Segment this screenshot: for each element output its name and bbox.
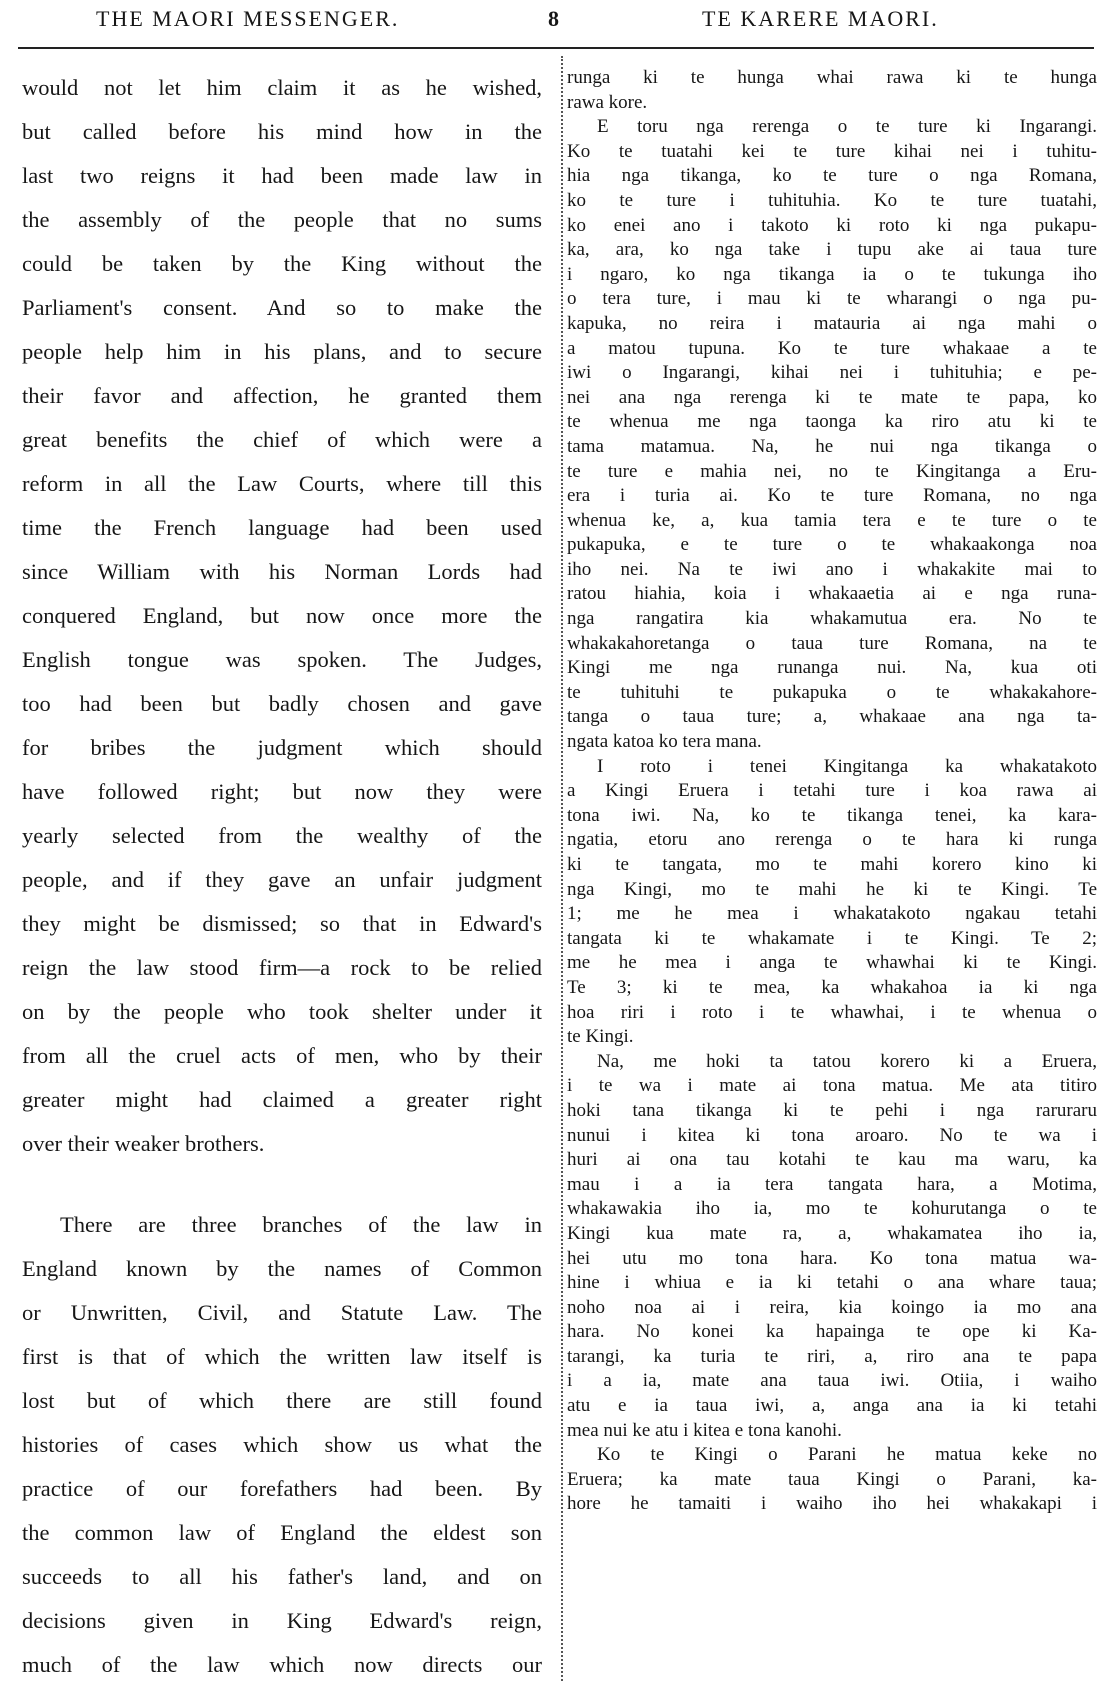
text-line: whenua ke, a, kua tamia tera e te ture o te <box>567 509 1097 531</box>
text-line: ko te ture i tuhituhia. Ko te ture tuatahi, <box>567 189 1097 211</box>
text-line: would not let him claim it as he wished, <box>22 75 542 100</box>
text-line: people help him in his plans, and to secure <box>22 339 542 364</box>
text-line: nunui i kitea ki tona aroaro. No te wa i <box>567 1124 1097 1146</box>
text-line: people, and if they gave an unfair judgment <box>22 867 542 892</box>
text-line: There are three branches of the law in <box>60 1212 542 1237</box>
text-line: ko enei ano i takoto ki roto ki nga pukapu- <box>567 214 1097 236</box>
text-line: Kingi me nga runanga nui. Na, kua oti <box>567 657 1097 679</box>
paragraph <box>567 1443 1097 1517</box>
text-line: runga ki te hunga whai rawa ki te hunga <box>567 67 1097 88</box>
text-line: succeeds to all his father's land, and on <box>22 1564 542 1589</box>
text-line: tona iwi. Na, ko te tikanga tenei, ka kara- <box>567 804 1097 826</box>
text-line: hei utu mo tona hara. Ko tona matua wa- <box>567 1247 1097 1269</box>
text-line: Na, me hoki ta tatou korero ki a Eruera, <box>597 1050 1097 1072</box>
text-line: whakakahoretanga o taua ture Romana, na te <box>567 632 1097 654</box>
text-line: could be taken by the King without the <box>22 251 542 276</box>
text-line: te ture e mahia nei, no te Kingitanga a Eru- <box>567 460 1097 482</box>
text-line: ngata katoa ko tera mana. <box>567 731 762 753</box>
text-line: E toru nga rerenga o te ture ki Ingarangi. <box>597 116 1097 138</box>
text-line: the common law of England the eldest son <box>22 1520 542 1545</box>
text-line: hoa riri i roto i te whawhai, i te whenua o <box>567 1001 1097 1023</box>
paragraph <box>22 66 542 1166</box>
text-line: me he mea i anga te whawhai ki te Kingi. <box>567 952 1097 974</box>
text-line: i te wa i mate ai tona matua. Me ata titiro <box>567 1075 1097 1097</box>
text-line: kapuka, no reira i matauria ai nga mahi o <box>567 312 1097 334</box>
text-line: te whenua me nga taonga ka riro atu ki te <box>567 411 1097 433</box>
text-line: English tongue was spoken. The Judges, <box>22 647 542 672</box>
text-line: whakawakia iho ia, mo te kohurutanga o te <box>567 1198 1097 1220</box>
text-line: ngatia, etoru ano rerenga o te hara ki runga <box>567 829 1097 851</box>
text-line: the assembly of the people that no sums <box>22 207 542 232</box>
paragraph <box>567 755 1097 1050</box>
text-line: reform in all the Law Courts, where till this <box>22 471 542 496</box>
text-line: their favor and affection, he granted them <box>22 383 542 408</box>
text-line: a matou tupuna. Ko te ture whakaae a te <box>567 337 1097 359</box>
text-line: nei ana nga rerenga ki te mate te papa, ko <box>567 386 1097 408</box>
text-line: on by the people who took shelter under it <box>22 999 542 1024</box>
text-line: atu e ia taua iwi, a, anga ana ia ki tetahi <box>567 1395 1097 1417</box>
page-header <box>0 0 1114 52</box>
header-title-maori: TE KARERE MAORI. <box>702 6 939 31</box>
text-line: huri ai ona tau kotahi te kau ma waru, ka <box>567 1149 1097 1171</box>
text-line: iho nei. Na te iwi ano i whakakite mai to <box>567 558 1097 580</box>
text-line: a Kingi Eruera i tetahi ture i koa rawa ai <box>567 780 1097 802</box>
text-line: much of the law which now directs our <box>22 1652 542 1677</box>
text-line: nga Kingi, mo te mahi he ki te Kingi. Te <box>567 878 1097 900</box>
text-line: ratou hiahia, koia i whakaaetia ai e nga runa- <box>567 583 1097 605</box>
text-line: first is that of which the written law itself is <box>22 1344 542 1369</box>
paragraph <box>567 66 1097 115</box>
text-line: for bribes the judgment which should <box>22 735 542 760</box>
text-line: iwi o Ingarangi, kihai nei i tuhituhia; e pe- <box>567 362 1097 384</box>
text-line: lost but of which there are still found <box>22 1388 542 1413</box>
text-line: hia nga tikanga, ko te ture o nga Romana, <box>567 165 1097 187</box>
text-line: hara. No konei ka hapainga te ope ki Ka- <box>567 1321 1097 1343</box>
text-line: hine i whiua e ia ki tetahi o ana whare taua; <box>567 1272 1097 1294</box>
text-line: England known by the names of Common <box>22 1256 542 1281</box>
maori-column <box>567 66 1097 1517</box>
text-line: have followed right; but now they were <box>22 779 542 804</box>
text-line: ki te tangata, mo te mahi korero kino ki <box>567 854 1097 875</box>
text-line: ka, ara, ko nga take i tupu ake ai taua ture <box>567 239 1097 261</box>
column-divider <box>561 56 563 1681</box>
text-line: I roto i tenei Kingitanga ka whakatakoto <box>597 755 1097 777</box>
header-rule <box>18 47 1094 49</box>
text-line: tama matamua. Na, he nui nga tikanga o <box>567 435 1097 457</box>
text-line: since William with his Norman Lords had <box>22 559 542 584</box>
text-line: time the French language had been used <box>22 515 542 540</box>
text-line: reign the law stood firm—a rock to be relied <box>22 955 542 980</box>
text-line: i a ia, mate ana taua iwi. Otiia, i waiho <box>567 1370 1097 1392</box>
text-line: 1; me he mea i whakatakoto ngakau tetahi <box>567 903 1097 925</box>
text-line: Ko te Kingi o Parani he matua keke no <box>597 1444 1097 1466</box>
paragraph <box>567 115 1097 754</box>
text-line: too had been but badly chosen and gave <box>22 691 542 716</box>
text-line: tangata ki te whakamate i te Kingi. Te 2; <box>567 927 1097 949</box>
text-line: over their weaker brothers. <box>22 1131 265 1156</box>
text-line: hore he tamaiti i waiho iho hei whakakapi i <box>567 1493 1097 1515</box>
text-line: mea nui ke atu i kitea e tona kanohi. <box>567 1419 842 1441</box>
paragraph <box>567 1050 1097 1444</box>
text-line: yearly selected from the wealthy of the <box>22 823 542 848</box>
text-line: Eruera; ka mate taua Kingi o Parani, ka- <box>567 1468 1097 1490</box>
text-line: Ko te tuatahi kei te ture kihai nei i tuhitu- <box>567 140 1097 162</box>
text-line: last two reigns it had been made law in <box>22 163 542 188</box>
text-line: rawa kore. <box>567 91 648 113</box>
text-line: practice of our forefathers had been. By <box>22 1476 542 1501</box>
page-number: 8 <box>548 6 561 31</box>
text-line: mau i a ia tera tangata hara, a Motima, <box>567 1173 1097 1195</box>
header-title-english: THE MAORI MESSENGER. <box>96 6 400 31</box>
text-line: te tuhituhi te pukapuka o te whakakahore- <box>567 681 1097 703</box>
text-line: nga rangatira kia whakamutua era. No te <box>567 608 1097 630</box>
text-line: te Kingi. <box>567 1026 634 1048</box>
text-line: conquered England, but now once more the <box>22 603 542 628</box>
text-line: Te 3; ki te mea, ka whakahoa ia ki nga <box>567 976 1097 998</box>
text-line: tanga o taua ture; a, whakaae ana nga ta- <box>567 706 1097 728</box>
paragraph <box>22 1203 542 1687</box>
text-line: they might be dismissed; so that in Edward's <box>22 911 542 936</box>
text-line: Kingi kua mate ra, a, whakamatea iho ia, <box>567 1222 1097 1244</box>
text-line: tarangi, ka turia te riri, a, riro ana te papa <box>567 1345 1097 1367</box>
text-line: pukapuka, e te ture o te whakaakonga noa <box>567 534 1097 556</box>
text-line: but called before his mind how in the <box>22 119 542 144</box>
text-line: greater might had claimed a greater right <box>22 1087 542 1112</box>
text-line: histories of cases which show us what the <box>22 1432 542 1457</box>
text-line: or Unwritten, Civil, and Statute Law. The <box>22 1300 542 1325</box>
text-line: era i turia ai. Ko te ture Romana, no nga <box>567 485 1097 507</box>
text-line: Parliament's consent. And so to make the <box>22 295 542 320</box>
text-line: from all the cruel acts of men, who by their <box>22 1043 542 1068</box>
english-column <box>22 66 542 1687</box>
text-line: i ngaro, ko nga tikanga ia o te tukunga iho <box>567 263 1097 285</box>
text-line: decisions given in King Edward's reign, <box>22 1608 542 1633</box>
text-line: hoki tana tikanga ki te pehi i nga raruraru <box>567 1099 1097 1121</box>
text-line: great benefits the chief of which were a <box>22 427 542 452</box>
text-line: o tera ture, i mau ki te wharangi o nga pu- <box>567 288 1097 310</box>
text-line: noho noa ai i reira, kia koingo ia mo ana <box>567 1296 1097 1318</box>
